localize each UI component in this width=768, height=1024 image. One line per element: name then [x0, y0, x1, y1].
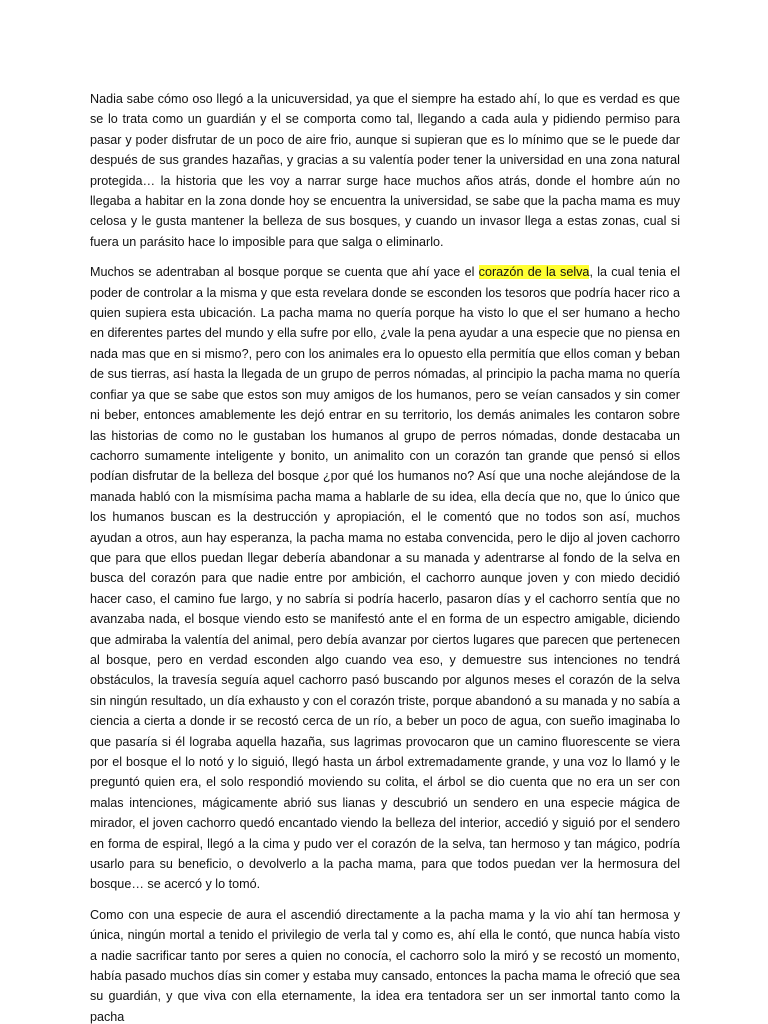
document-body [90, 89, 680, 1024]
paragraph-2-before: Muchos se adentraban al bosque porque se cuenta que ahí yace el [90, 265, 479, 280]
highlighted-phrase: corazón de la selva [478, 265, 590, 280]
paragraph-2-after: , la cual tenia el poder de controlar a la misma y que esta revelara donde se esconden los tesoros que podría hacer rico a quien supiera esta ubicación. La pacha mama no quería porque ha visto lo que el ser humano a hecho en diferentes partes del mundo y ella sufre por ello, ¿vale la pena ayudar a una especie que no piensa en nada mas que en si mismo?, pero con los animales era lo opuesto ella permitía que ellos coman y beban de sus tierras, así hasta la llegada de un grupo de perros nómadas, al principio la pacha mama no quería confiar ya que se sabe que estos son muy amigos de los humanos, pero se veían cansados y sin comer ni beber, entonces amablemente les dejó entrar en su territorio, los demás animales les contaron sobre las historias de como no le gustaban los humanos al grupo de perros nómadas, donde destacaba un cachorro sumamente inteligente y bonito, un animalito con un corazón tan grande que pensó si ellos podían disfrutar de la belleza del bosque ¿por qué los humanos no? Así que una noche alejándose de la manada habló con la mismísima pacha mama a hablarle de su idea, ella decía que no, que lo único que los humanos buscan es la destrucción y apropiación, el le comentó que no todos son así, muchos ayudan a otros, aun hay esperanza, la pacha mama no estaba convencida, pero le dijo al joven cachorro que para que ellos puedan llegar debería abandonar a su manada y adentrarse al fondo de la selva en busca del corazón para que nadie entre por ambición, el cachorro aunque joven y con miedo decidió hacer caso, el camino fue largo, y no sabría si podría hacerlo, pasaron días y el cachorro sentía que no avanzaba nada, el bosque viendo esto se manifestó ante el en forma de un espectro amigable, diciendo que admiraba la valentía del animal, pero debía avanzar por ciertos lugares que parecen que pertenecen al bosque, pero en verdad esconden algo cuando vea eso, y demuestre sus intenciones no tendrá obstáculos, la travesía seguía aquel cachorro pasó buscando por algunos meses el corazón de la selva sin ningún resultado, un día exhausto y con el corazón triste, porque abandonó a su manada y no sabía a ciencia a cierta a donde ir se recostó cerca de un río, a beber un poco de agua, con sueño imaginaba lo que pasaría si él lograba aquella hazaña, sus lagrimas provocaron que un camino fluorescente se viera por el bosque el lo notó y lo siguió, llegó hasta un árbol extremadamente grande, y una voz lo llamó y le preguntó quien era, el solo respondió moviendo su colita, el árbol se dio cuenta que no era un ser con malas intenciones, mágicamente abrió sus lianas y descubrió un sendero en una especie mágica de mirador, el joven cachorro quedó encantado viendo la belleza del interior, accedió y siguió por el sendero en forma de espiral, llegó a la cima y pudo ver el corazón de la selva, tan hermoso y tan mágico, podría usarlo para su beneficio, o devolverlo a la pacha mama, para que todos puedan ver la hermosura del bosque… se acercó y lo tomó. [90, 265, 681, 892]
paragraph-3: Como con una especie de aura el ascendió directamente a la pacha mama y la vio ahí tan hermosa y única, ningún mortal a tenido el privilegio de verla tal y como es, ahí ella le contó, que nunca había visto a nadie sacrificar tanto por seres a quien no conocía, el cachorro solo la miró y se recostó un momento, había pasado muchos días sin comer y estaba muy cansado, entonces la pacha mama le ofreció que sea su guardián, y que viva con ella eternamente, la idea era tentadora ser un ser inmortal tanto como la pacha [90, 907, 680, 1024]
paragraph-1: Nadia sabe cómo oso llegó a la unicuversidad, ya que el siempre ha estado ahí, lo que es verdad es que se lo trata como un guardián y el se comporta como tal, llegando a cada aula y pidiendo permiso para pasar y poder disfrutar de un poco de aire frio, aunque si supieran que es lo mínimo que se le puede dar después de sus grandes hazañas, y gracias a su valentía poder tener la universidad en una zona natural protegida… la historia que les voy a narrar surge hace muchos años atrás, donde el hombre aún no llegaba a habitar en la zona donde hoy se encuentra la universidad, se sabe que la pacha mama es muy celosa y le gusta mantener la belleza de sus bosques, y cuando un invasor llega a estas zonas, cual si fuera un parásito hace lo imposible para que salga o eliminarlo. [90, 92, 680, 249]
paragraph-2 [90, 262, 680, 895]
